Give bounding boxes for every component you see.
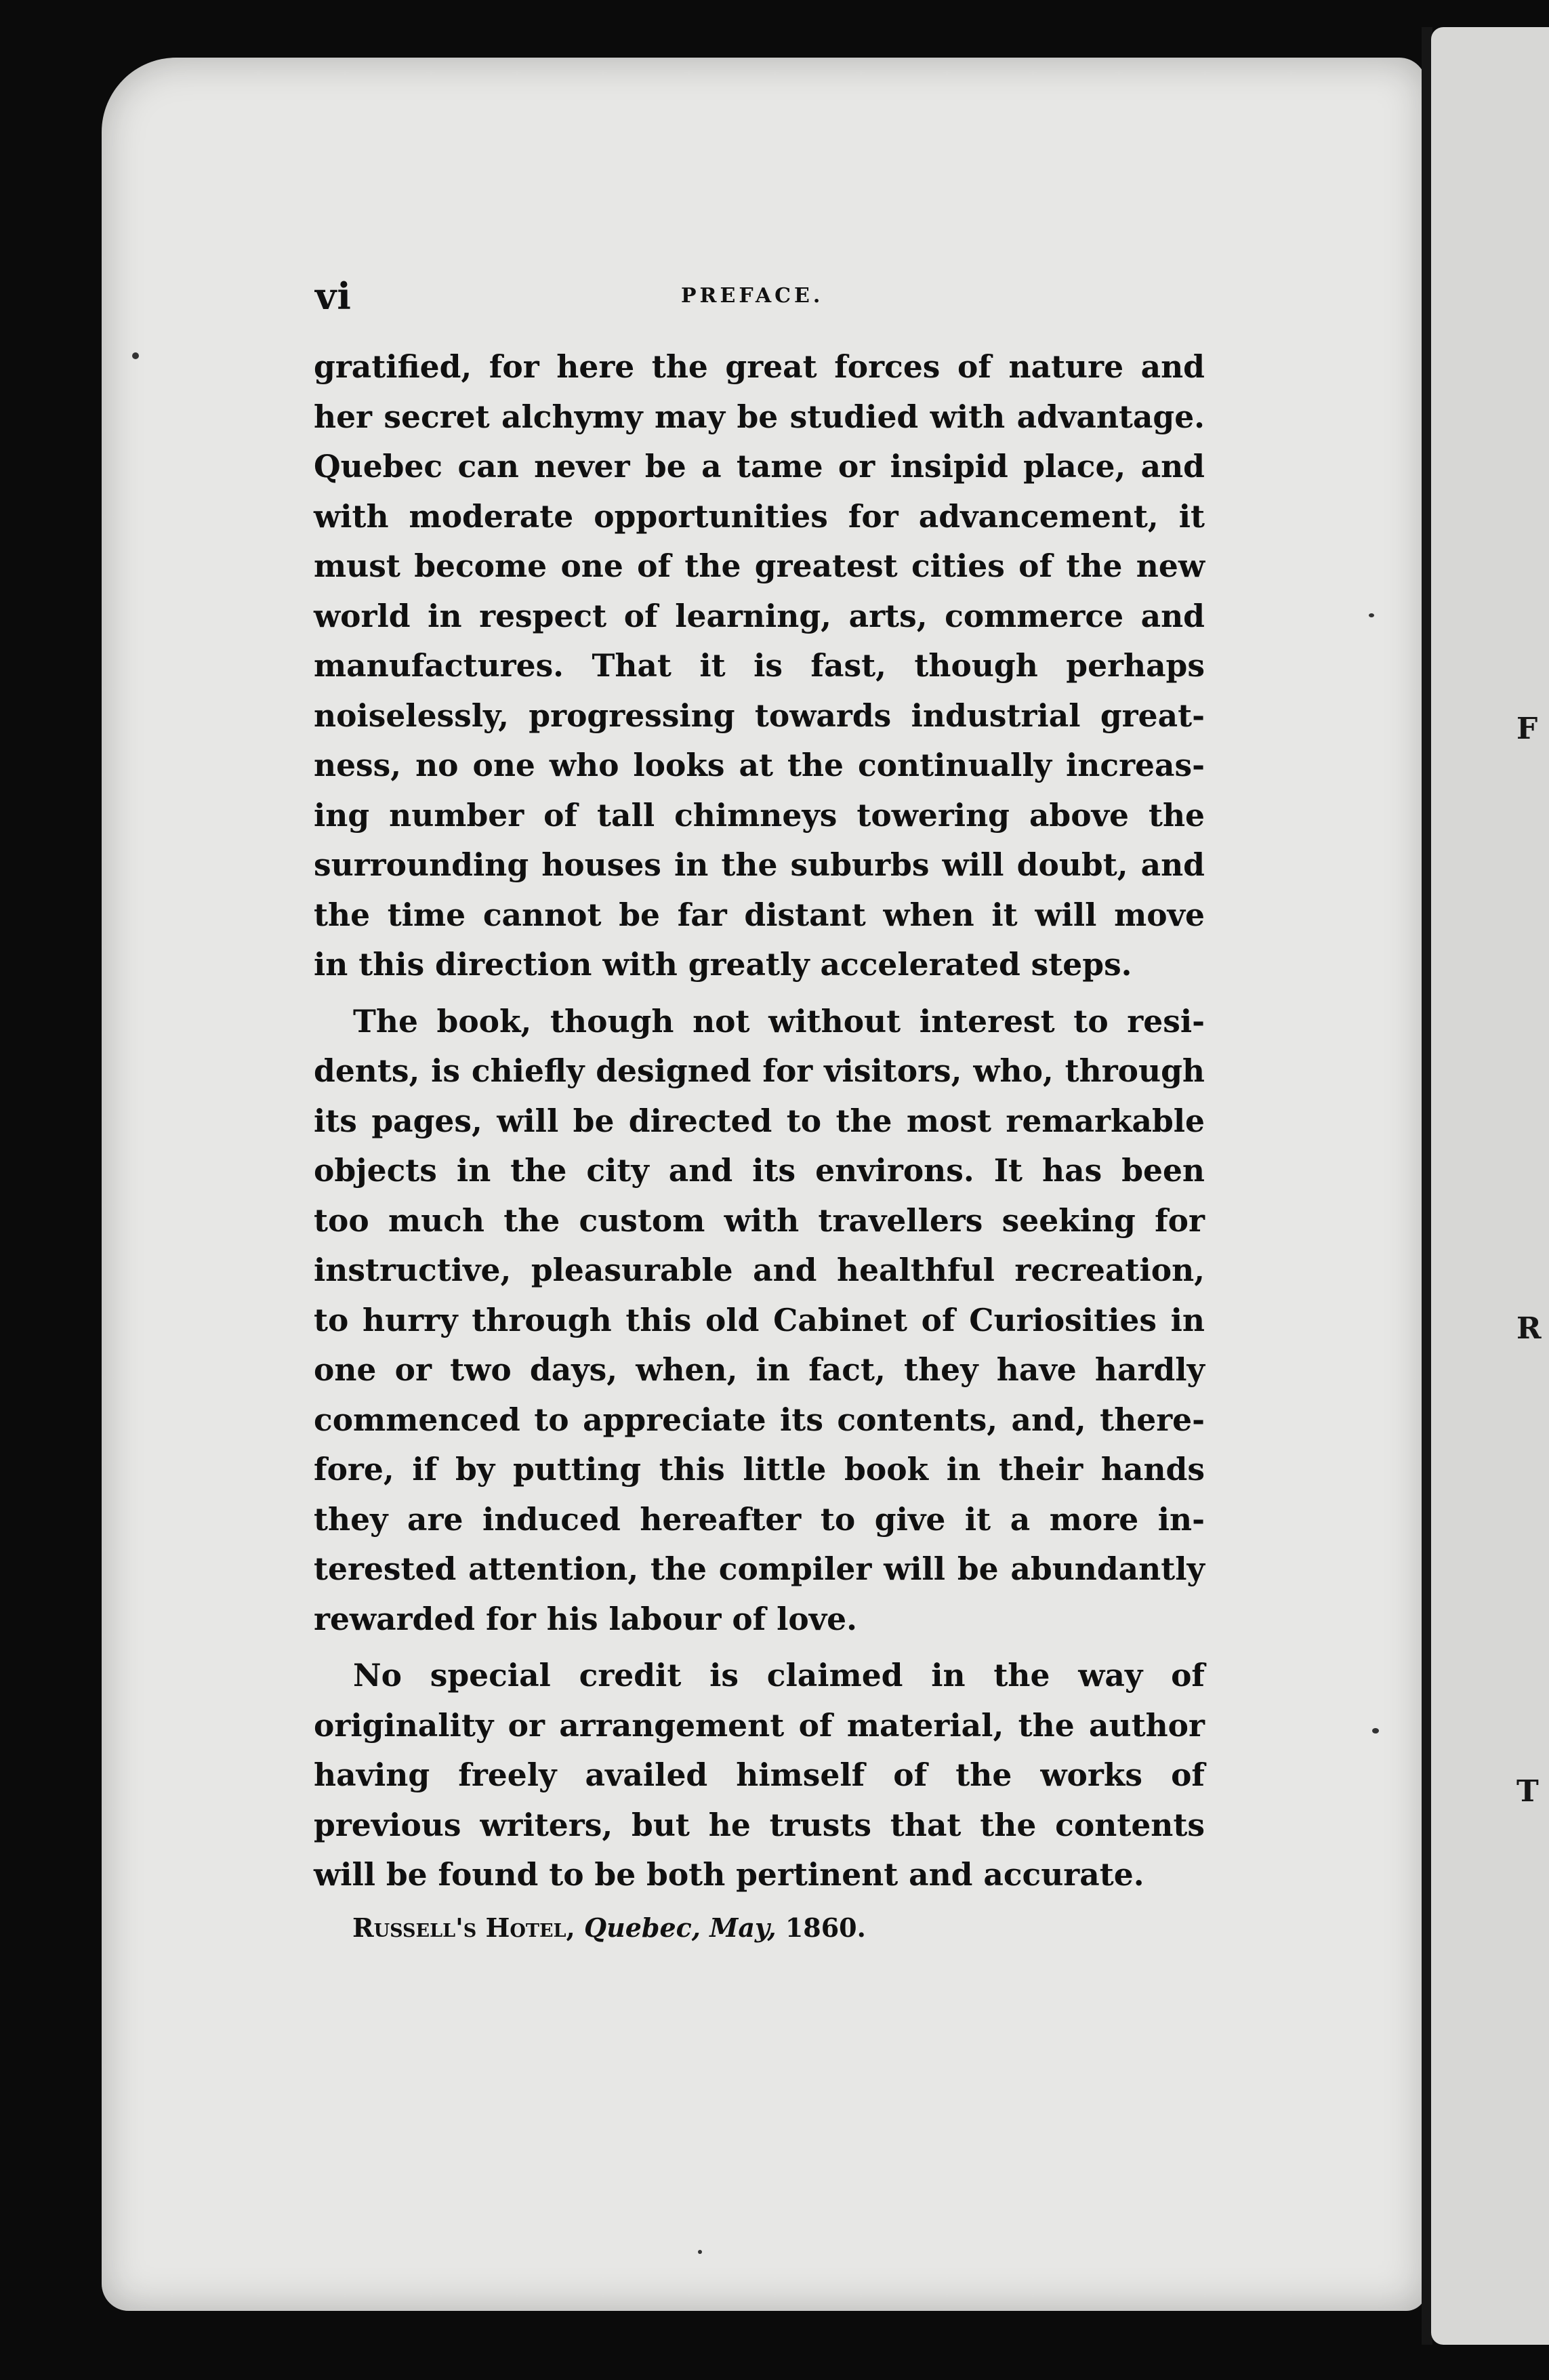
text-line: rewarded for his labour of love. (314, 1600, 857, 1637)
text-line: gratified, for here the great forces of nature and (314, 348, 1205, 385)
text-line: to hurry through this old Cabinet of Curiosities in (314, 1301, 1205, 1338)
text-line: world in respect of learning, arts, commerce and (314, 597, 1205, 634)
text-line: commenced to appreciate its contents, and, there- (314, 1401, 1205, 1438)
scan-speck (132, 352, 139, 359)
signature-month: May, (709, 1912, 777, 1943)
scan-speck (698, 2250, 702, 2254)
text-line: her secret alchymy may be studied with advantage. (314, 398, 1205, 435)
text-line: originality or arrangement of material, the author (314, 1706, 1205, 1744)
text-line: objects in the city and its environs. It has been (314, 1152, 1205, 1189)
text-line: manufactures. That it is fast, though perhaps (314, 647, 1205, 684)
text-line: instructive, pleasurable and healthful recreation, (314, 1252, 1205, 1288)
text-line: previous writers, but he trusts that the contents (314, 1806, 1205, 1843)
text-line: in this direction with greatly accelerated steps. (314, 946, 1132, 983)
signature-year: 1860. (785, 1912, 866, 1943)
text-line: one or two days, when, in fact, they have hardly (314, 1351, 1205, 1388)
text-line: No special credit is claimed in the way of (353, 1657, 1205, 1694)
page-header (315, 274, 1210, 322)
text-line: the time cannot be far distant when it will move (314, 896, 1205, 933)
paragraph-1 (314, 342, 1205, 990)
text-line: ing number of tall chimneys towering above the (314, 796, 1205, 834)
page-number: vi (315, 274, 352, 318)
adjacent-page-letter: R (1516, 1311, 1542, 1346)
text-line: noiselessly, progressing towards industrial great- (314, 697, 1205, 734)
adjacent-page-edge (1431, 27, 1549, 2345)
preface-signature (352, 1912, 866, 1943)
scan-speck (1372, 1728, 1379, 1733)
text-line: dents, is chiefly designed for visitors, who, through (314, 1052, 1205, 1089)
signature-city: Quebec, (583, 1912, 701, 1943)
text-line: will be found to be both pertinent and accurate. (314, 1856, 1144, 1893)
text-line: they are induced hereafter to give it a more in- (314, 1500, 1205, 1538)
text-line: too much the custom with travellers seeking for (314, 1202, 1205, 1239)
running-head: PREFACE. (681, 284, 824, 308)
adjacent-page-letter: T (1516, 1774, 1539, 1809)
text-line: must become one of the greatest cities of the new (314, 548, 1205, 584)
text-line: Quebec can never be a tame or insipid place, and (314, 448, 1205, 485)
text-line: The book, though not without interest to resi- (353, 1002, 1205, 1040)
paragraph-2 (314, 997, 1205, 1645)
text-line: ness, no one who looks at the continually increas- (314, 747, 1205, 783)
preface-text (314, 342, 1205, 1907)
text-line: with moderate opportunities for advancement, it (314, 497, 1205, 535)
adjacent-page-letter: F (1516, 712, 1538, 746)
text-line: having freely availed himself of the works of (314, 1757, 1205, 1793)
text-line: surrounding houses in the suburbs will doubt, and (314, 846, 1205, 883)
text-line: fore, if by putting this little book in their hands (314, 1451, 1205, 1488)
signature-place: Russell's Hotel, (352, 1912, 575, 1943)
text-line: terested attention, the compiler will be abundantly (314, 1551, 1205, 1587)
scan-speck (1369, 613, 1374, 617)
paragraph-3 (314, 1651, 1205, 1900)
text-line: its pages, will be directed to the most remarkable (314, 1102, 1205, 1139)
